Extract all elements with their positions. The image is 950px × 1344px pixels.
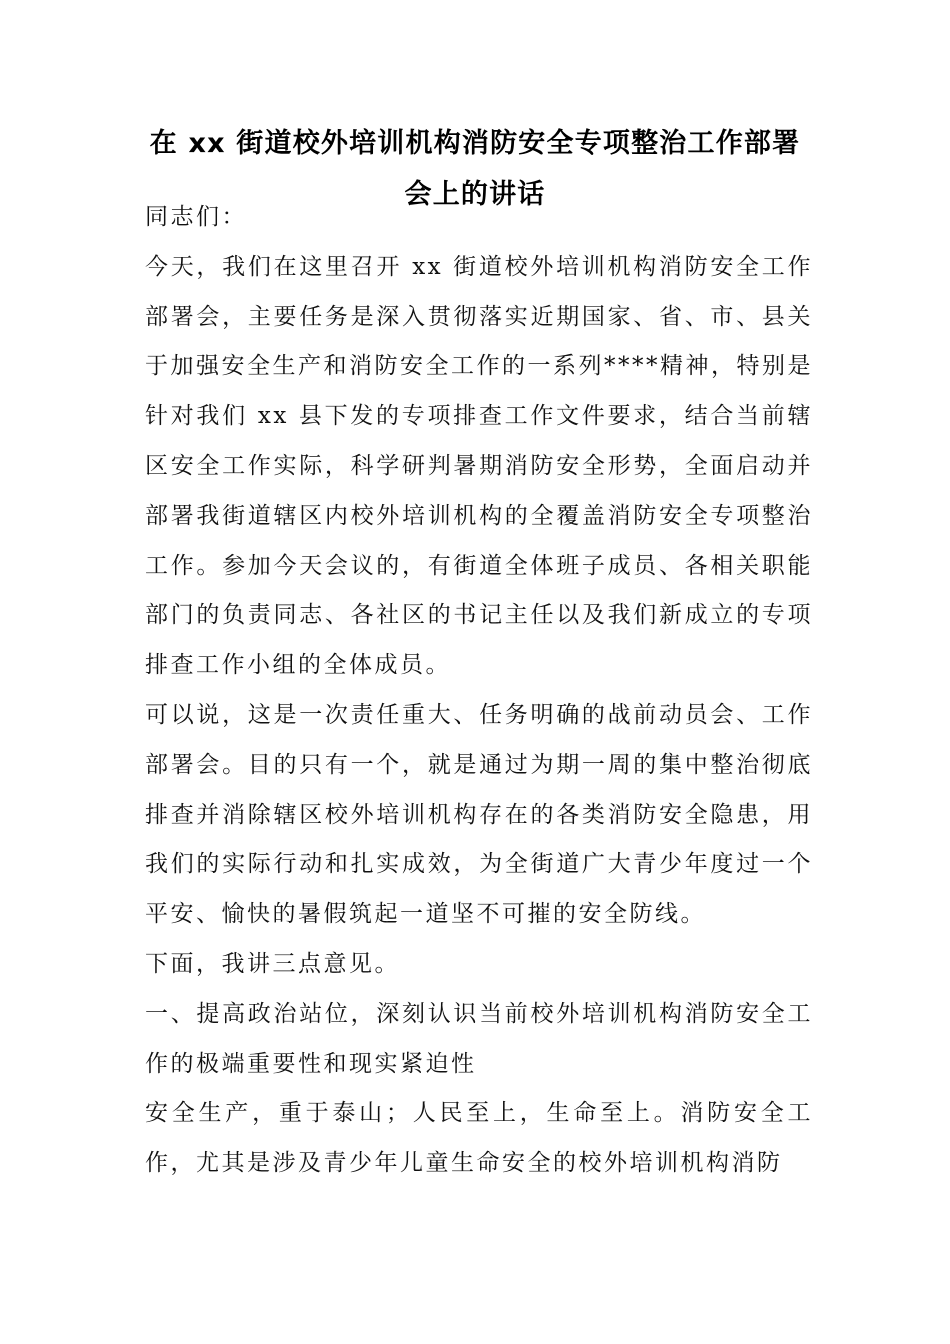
section-1-paragraph: 安全生产，重于泰山；人民至上，生命至上。消防安全工作，尤其是涉及青少年儿童生命安全的校外培训机构消防: [145, 1100, 813, 1177]
salutation: 同志们：: [145, 204, 247, 230]
paragraph-transition: 下面，我讲三点意见。: [145, 950, 400, 977]
paragraph-opening: 今天，我们在这里召开 xx 街道校外培训机构消防安全工作部署会，主要任务是深入贯彻落实近期国家、省、市、县关于加强安全生产和消防安全工作的一系列****精神，特别是针对我们 xx 县下发的专项排查工作文件要求，结合当前辖区安全工作实际，科学研判暑期消防安全形势，全面启动并部署我街道辖区内校外培训机构的全覆盖消防安全专项整治工作。参加今天会议的，有街道全体班子成员、各相关职能部门的负责同志、各社区的书记主任以及我们新成立的专项排查工作小组的全体成员。: [145, 253, 813, 679]
document-body: [145, 193, 813, 1189]
document-title: 在 xx 街道校外培训机构消防安全专项整治工作部署会上的讲话: [149, 128, 801, 210]
section-heading-1: 一、提高政治站位，深刻认识当前校外培训机构消防安全工作的极端重要性和现实紧迫性: [145, 1000, 813, 1077]
paragraph-purpose: 可以说，这是一次责任重大、任务明确的战前动员会、工作部署会。目的只有一个，就是通过为期一周的集中整治彻底排查并消除辖区校外培训机构存在的各类消防安全隐患，用我们的实际行动和扎实成效，为全街道广大青少年度过一个平安、愉快的暑假筑起一道坚不可摧的安全防线。: [145, 701, 813, 928]
